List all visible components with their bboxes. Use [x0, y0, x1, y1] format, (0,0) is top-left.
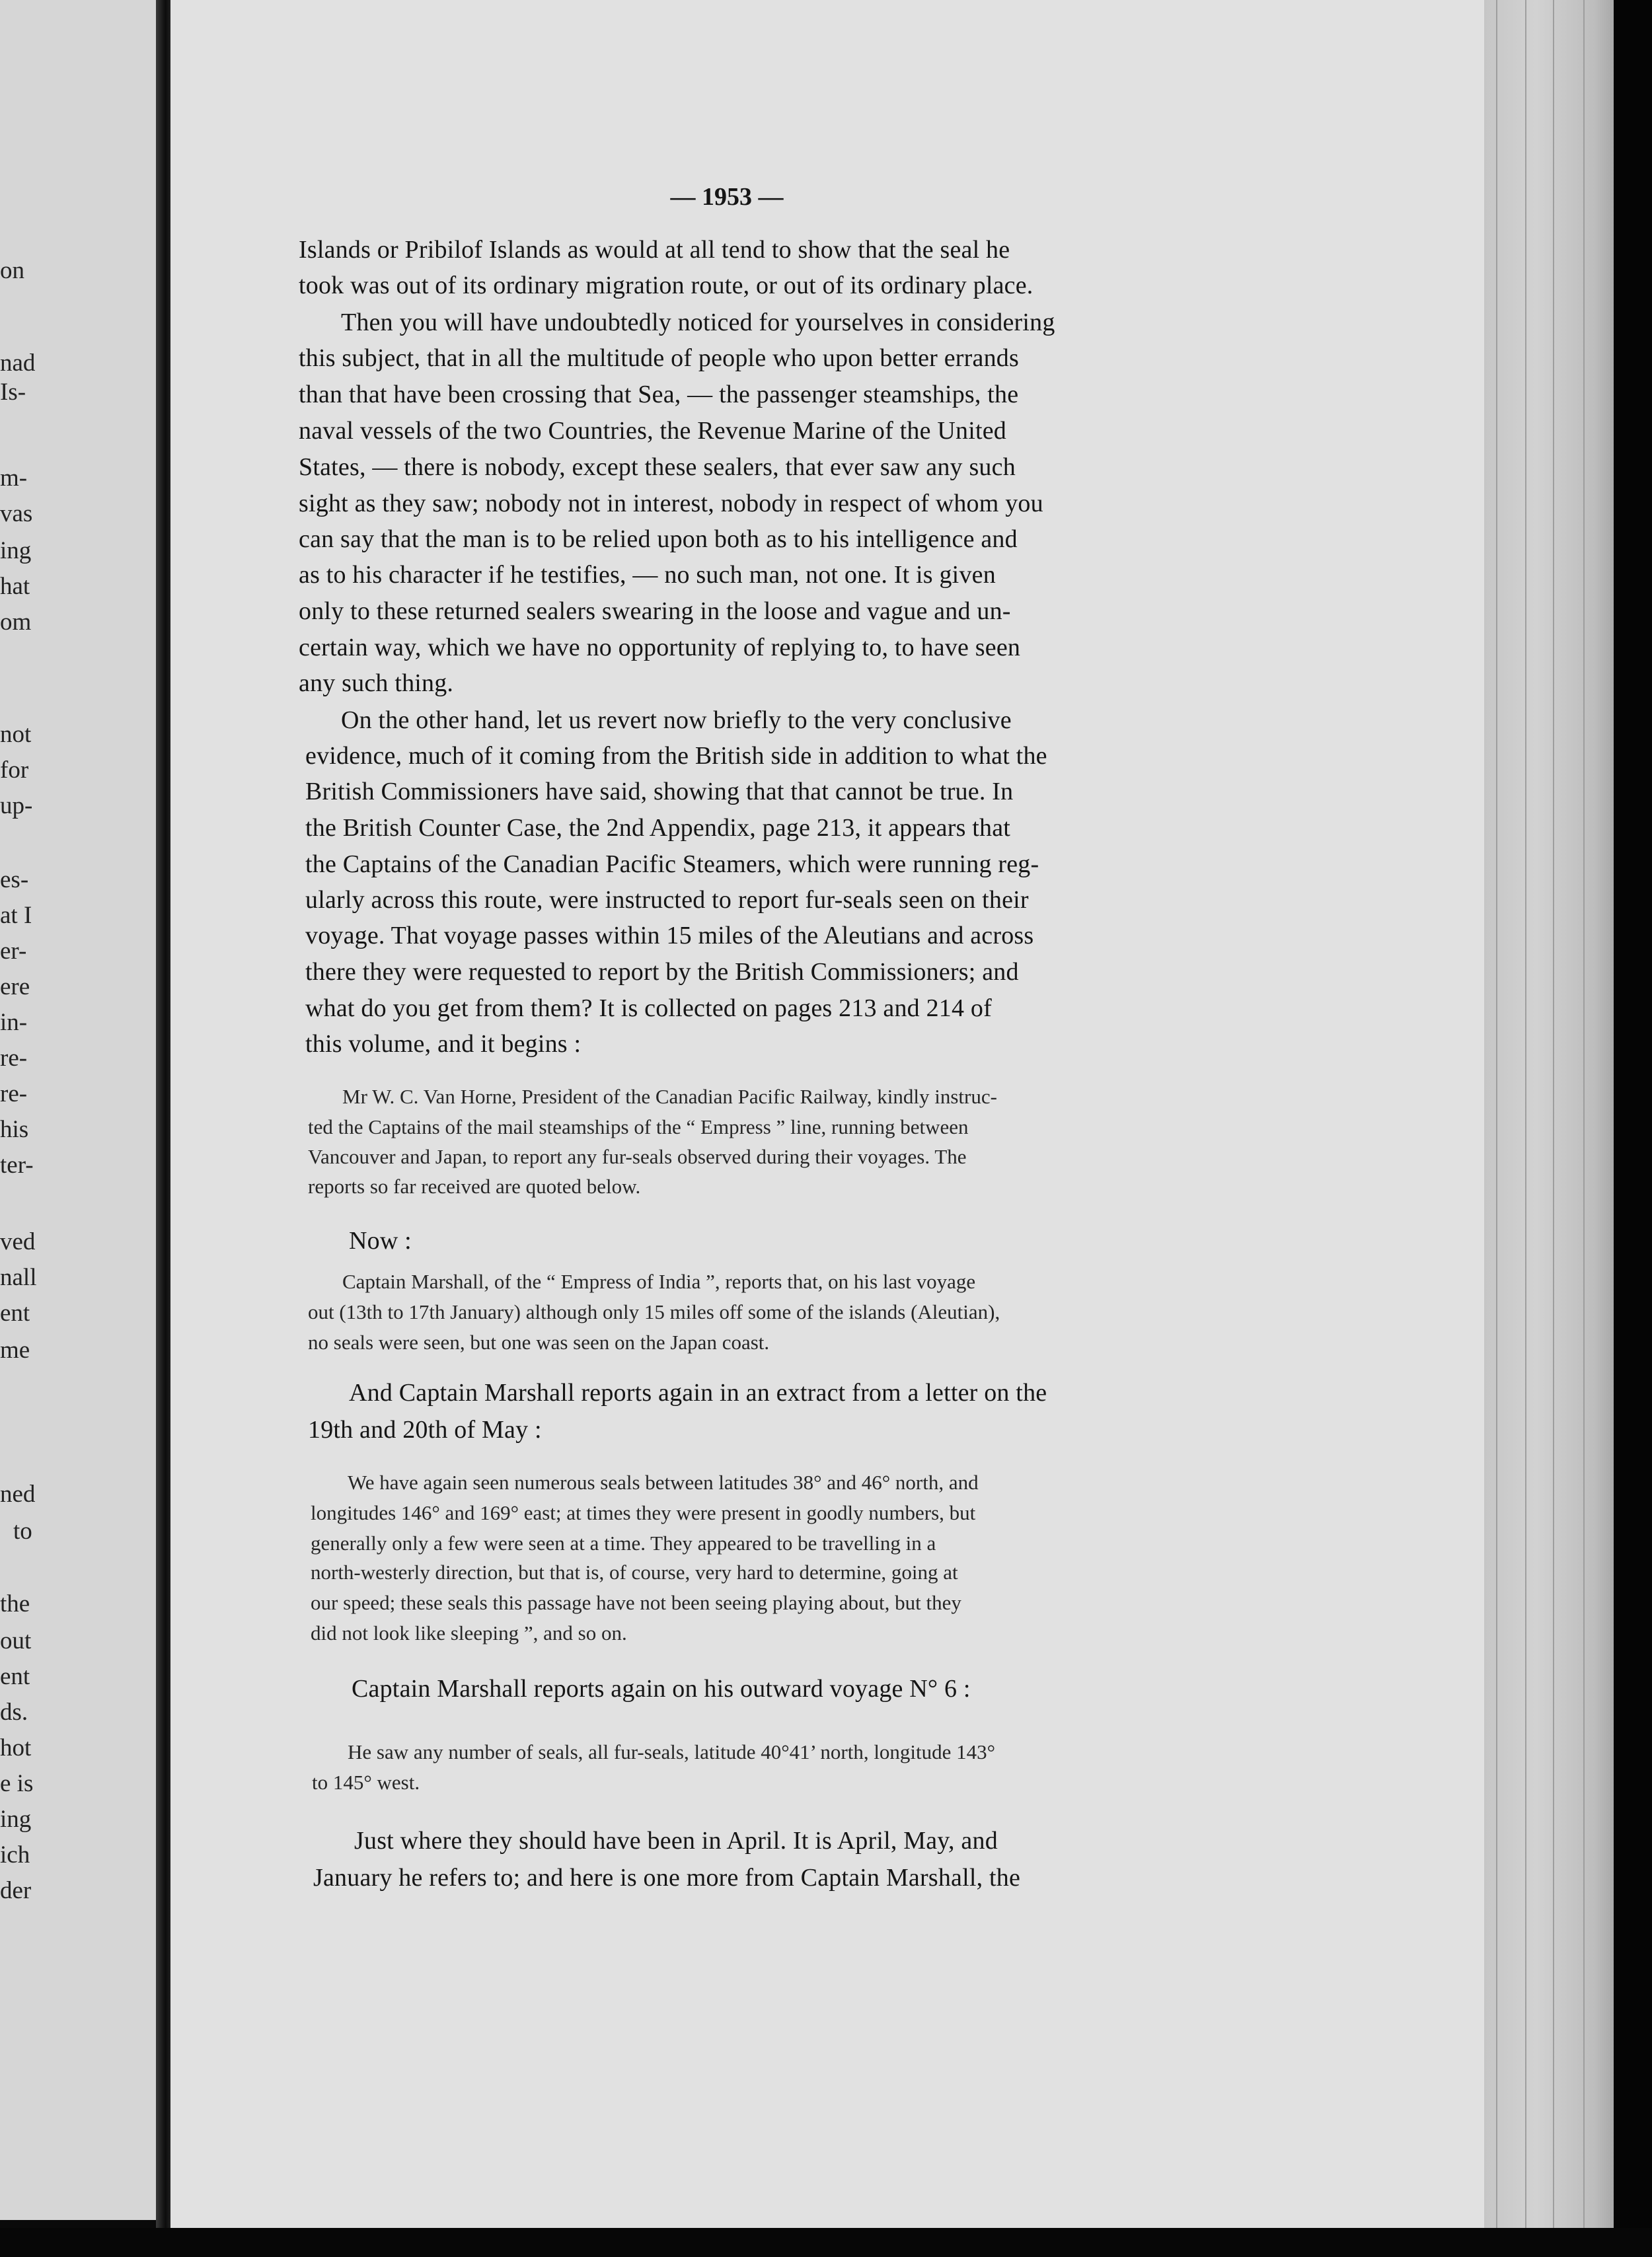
- text-line: Islands or Pribilof Islands as would at all tend to show that the seal he: [299, 236, 1010, 264]
- text-line: than that have been crossing that Sea, — the passenger steamships, the: [299, 381, 1019, 408]
- text-line: the Captains of the Canadian Pacific Steamers, which were running reg-: [305, 850, 1039, 878]
- text-line: can say that the man is to be relied upon both as to his intelligence and: [299, 525, 1018, 553]
- facing-page-fragment: at I: [0, 902, 32, 929]
- text-line: this subject, that in all the multitude of people who upon better errands: [299, 344, 1019, 372]
- text-line: there they were requested to report by the British Commissioners; and: [305, 958, 1019, 986]
- text-line: sight as they saw; nobody not in interest, nobody in respect of whom you: [299, 490, 1043, 517]
- scanner-border-bottom: [0, 2228, 1652, 2257]
- quoted-line: our speed; these seals this passage have not been seeing playing about, but they: [311, 1591, 961, 1614]
- text-line: only to these returned sealers swearing in the loose and vague and un-: [299, 597, 1011, 625]
- facing-page-edge: [0, 0, 156, 2220]
- text-line: States, — there is nobody, except these sealers, that ever saw any such: [299, 453, 1016, 481]
- quoted-line: reports so far received are quoted below.: [308, 1175, 641, 1198]
- quoted-line: out (13th to 17th January) although only 15 miles off some of the islands (Aleutian),: [308, 1300, 1000, 1323]
- page-number: — 1953 —: [670, 183, 784, 211]
- facing-page-fragment: m-: [0, 464, 28, 492]
- quoted-line: ted the Captains of the mail steamships of the “ Empress ” line, running between: [308, 1115, 969, 1138]
- quoted-line: to 145° west.: [312, 1771, 420, 1794]
- facing-page-fragment: on: [0, 257, 24, 284]
- facing-page-fragment: ved: [0, 1228, 36, 1255]
- facing-page-fragment: not: [0, 721, 32, 748]
- text-line: naval vessels of the two Countries, the Revenue Marine of the United: [299, 417, 1006, 445]
- facing-page-fragment: nall: [0, 1264, 37, 1291]
- facing-page-fragment: es-: [0, 866, 29, 893]
- text-line: certain way, which we have no opportunity of replying to, to have seen: [299, 634, 1021, 661]
- facing-page-fragment: in-: [0, 1009, 28, 1036]
- text-line: Now :: [349, 1227, 412, 1255]
- facing-page-fragment: er-: [0, 938, 27, 965]
- facing-page-fragment: ent: [0, 1300, 30, 1327]
- page-stack-edge: [1484, 0, 1614, 2231]
- facing-page-fragment: out: [0, 1627, 32, 1654]
- facing-page-fragment: to: [13, 1518, 32, 1545]
- quoted-line: north-westerly direction, but that is, of course, very hard to determine, going at: [311, 1561, 958, 1584]
- facing-page-fragment: re-: [0, 1080, 28, 1107]
- facing-page-fragment: ds.: [0, 1699, 28, 1726]
- text-line: as to his character if he testifies, — no such man, not one. It is given: [299, 561, 996, 589]
- facing-page-fragment: ing: [0, 537, 32, 564]
- text-line: evidence, much of it coming from the British side in addition to what the: [305, 742, 1047, 770]
- quoted-line: no seals were seen, but one was seen on the Japan coast.: [308, 1331, 770, 1354]
- text-line: the British Counter Case, the 2nd Appendix, page 213, it appears that: [305, 814, 1011, 842]
- quoted-line: Captain Marshall, of the “ Empress of India ”, reports that, on his last voyage: [342, 1270, 976, 1293]
- text-line: this volume, and it begins :: [305, 1030, 582, 1058]
- quoted-line: generally only a few were seen at a time. They appeared to be travelling in a: [311, 1532, 936, 1555]
- text-line: British Commissioners have said, showing that that cannot be true. In: [305, 778, 1014, 805]
- facing-page-fragment: vas: [0, 500, 33, 527]
- facing-page-fragment: his: [0, 1116, 29, 1143]
- facing-page-fragment: e is: [0, 1770, 34, 1797]
- text-line: Just where they should have been in April. It is April, May, and: [354, 1827, 998, 1855]
- scanner-border: [1614, 0, 1652, 2257]
- facing-page-fragment: ere: [0, 973, 30, 1000]
- book-gutter: [156, 0, 172, 2233]
- facing-page-fragment: re-: [0, 1045, 28, 1072]
- text-line: 19th and 20th of May :: [308, 1416, 542, 1444]
- quoted-line: did not look like sleeping ”, and so on.: [311, 1621, 627, 1645]
- text-line: voyage. That voyage passes within 15 miles of the Aleutians and across: [305, 922, 1034, 949]
- quoted-line: Vancouver and Japan, to report any fur-seals observed during their voyages. The: [308, 1145, 967, 1168]
- facing-page-fragment: ich: [0, 1841, 30, 1868]
- text-line: January he refers to; and here is one more from Captain Marshall, the: [313, 1864, 1021, 1892]
- quoted-line: Mr W. C. Van Horne, President of the Canadian Pacific Railway, kindly instruc-: [342, 1085, 997, 1108]
- quoted-line: longitudes 146° and 169° east; at times they were present in goodly numbers, but: [311, 1501, 976, 1524]
- text-line: took was out of its ordinary migration route, or out of its ordinary place.: [299, 272, 1033, 299]
- facing-page-fragment: ter-: [0, 1152, 34, 1179]
- text-line: On the other hand, let us revert now briefly to the very conclusive: [341, 706, 1012, 734]
- facing-page-fragment: me: [0, 1337, 30, 1364]
- facing-page-fragment: ned: [0, 1481, 36, 1508]
- facing-page-fragment: om: [0, 609, 32, 636]
- facing-page-fragment: ing: [0, 1806, 32, 1833]
- facing-page-fragment: for: [0, 757, 29, 784]
- quoted-line: We have again seen numerous seals between latitudes 38° and 46° north, and: [348, 1471, 979, 1494]
- text-line: any such thing.: [299, 669, 454, 697]
- text-line: Then you will have undoubtedly noticed for yourselves in considering: [341, 309, 1055, 336]
- facing-page-fragment: up-: [0, 792, 33, 819]
- facing-page-fragment: ent: [0, 1663, 30, 1690]
- facing-page-fragment: hat: [0, 573, 30, 600]
- facing-page-fragment: der: [0, 1877, 32, 1904]
- text-line: ularly across this route, were instructed to report fur-seals seen on their: [305, 886, 1029, 914]
- text-line: Captain Marshall reports again on his outward voyage N° 6 :: [352, 1675, 971, 1703]
- text-line: And Captain Marshall reports again in an extract from a letter on the: [349, 1379, 1047, 1407]
- facing-page-fragment: hot: [0, 1734, 32, 1761]
- facing-page-fragment: nad: [0, 350, 36, 377]
- text-line: what do you get from them? It is collected on pages 213 and 214 of: [305, 994, 992, 1022]
- facing-page-fragment: the: [0, 1590, 30, 1617]
- quoted-line: He saw any number of seals, all fur-seals, latitude 40°41’ north, longitude 143°: [348, 1740, 996, 1763]
- facing-page-fragment: Is-: [0, 379, 26, 406]
